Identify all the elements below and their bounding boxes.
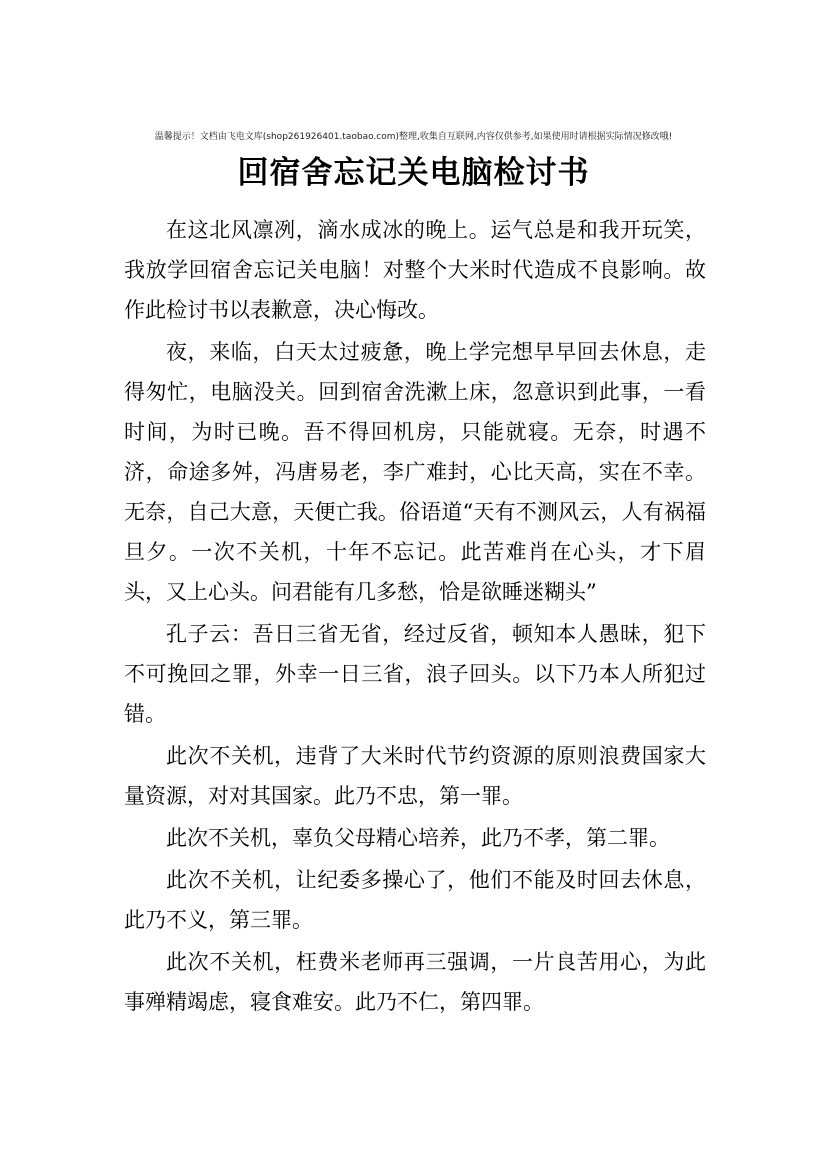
document-notice: 温馨提示！文档由飞电文库(shop261926401.taobao.com)整理,收集自互联网,内容仅供参考,如果使用时请根据实际情况修改哦! [154, 132, 673, 142]
document-title: 回宿舍忘记关电脑检讨书 [237, 155, 590, 191]
paragraph: 此次不关机，让纪委多操心了，他们不能及时回去休息，此乃不义，第三罪。 [124, 868, 706, 932]
paragraph: 此次不关机，辜负父母精心培养，此乃不孝，第二罪。 [166, 826, 670, 850]
paragraph: 在这北风凛冽，滴水成冰的晚上。运气总是和我开玩笑，我放学回宿舍忘记关电脑！对整个大米时代造成不良影响。故作此检讨书以表歉意，决心悔改。 [124, 218, 706, 322]
paragraph: 此次不关机，枉费米老师再三强调，一片良苦用心，为此事殚精竭虑，寝食难安。此乃不仁，第四罪。 [124, 950, 706, 1014]
document-body [124, 210, 706, 1022]
paragraph: 此次不关机，违背了大米时代节约资源的原则浪费国家大量资源，对对其国家。此乃不忠，第一罪。 [124, 744, 706, 808]
paragraph: 孔子云：吾日三省无省，经过反省，顿知本人愚昧，犯下不可挽回之罪，外幸一日三省，浪子回头。以下乃本人所犯过错。 [124, 622, 706, 726]
paragraph: 夜，来临，白天太过疲惫，晚上学完想早早回去休息，走得匆忙，电脑没关。回到宿舍洗漱上床，忽意识到此事，一看时间，为时已晚。吾不得回机房，只能就寝。无奈，时遇不济，命途多舛，冯唐易老，李广难封，心比天高，实在不幸。无奈，自己大意，天便亡我。俗语道“天有不测风云，人有祸福旦夕。一次不关机，十年不忘记。此苦难肖在心头，才下眉头，又上心头。问君能有几多愁，恰是欲睡迷糊头” [124, 340, 706, 604]
